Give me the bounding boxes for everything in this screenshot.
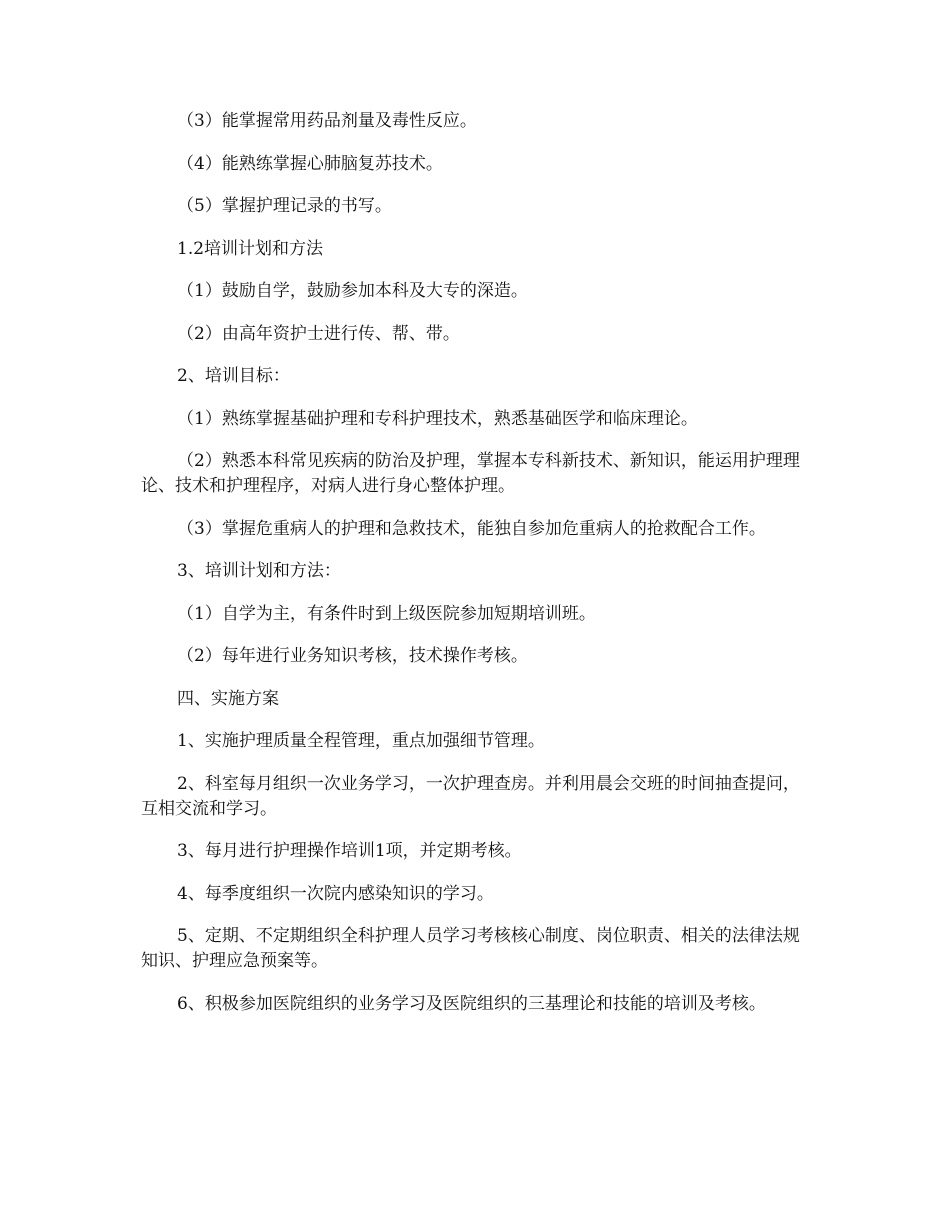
section-heading: 2、培训目标： bbox=[177, 366, 290, 386]
section-heading: 3、培训计划和方法： bbox=[177, 561, 341, 581]
paragraph: 4、每季度组织一次院内感染知识的学习。 bbox=[177, 883, 494, 904]
paragraph: （4）能熟练掌握心肺脑复苏技术。 bbox=[177, 153, 443, 174]
paragraph: （1）熟练掌握基础护理和专科护理技术，熟悉基础医学和临床理论。 bbox=[177, 408, 698, 429]
paragraph: 5、定期、不定期组织全科护理人员学习考核核心制度、岗位职责、相关的法律法规知识、护理应急预案等。 bbox=[141, 926, 800, 971]
paragraph: 3、每月进行护理操作培训1项，并定期考核。 bbox=[177, 841, 522, 861]
paragraph: （3）掌握危重病人的护理和急救技术，能独自参加危重病人的抢救配合工作。 bbox=[177, 518, 766, 539]
paragraph: （1）自学为主，有条件时到上级医院参加短期培训班。 bbox=[177, 603, 596, 624]
paragraph: （2）由高年资护士进行传、帮、带。 bbox=[177, 323, 460, 344]
paragraph: （5）掌握护理记录的书写。 bbox=[177, 196, 392, 216]
paragraph: 6、积极参加医院组织的业务学习及医院组织的三基理论和技能的培训及考核。 bbox=[177, 993, 766, 1014]
paragraph: （1）鼓励自学，鼓励参加本科及大专的深造。 bbox=[177, 281, 528, 301]
paragraph: 1、实施护理质量全程管理，重点加强细节管理。 bbox=[177, 731, 545, 751]
paragraph: 2、科室每月组织一次业务学习，一次护理查房。并利用晨会交班的时间抽查提问，互相交流和学习。 bbox=[141, 773, 800, 819]
section-heading: 四、实施方案 bbox=[177, 688, 279, 709]
section-heading: 1.2培训计划和方法 bbox=[177, 238, 324, 259]
paragraph: （3）能掌握常用药品剂量及毒性反应。 bbox=[177, 111, 477, 131]
paragraph: （2）熟悉本科常见疾病的防治及护理，掌握本专科新技术、新知识，能运用护理理论、技术和护理程序，对病人进行身心整体护理。 bbox=[141, 451, 800, 496]
paragraph: （2）每年进行业务知识考核，技术操作考核。 bbox=[177, 646, 528, 666]
